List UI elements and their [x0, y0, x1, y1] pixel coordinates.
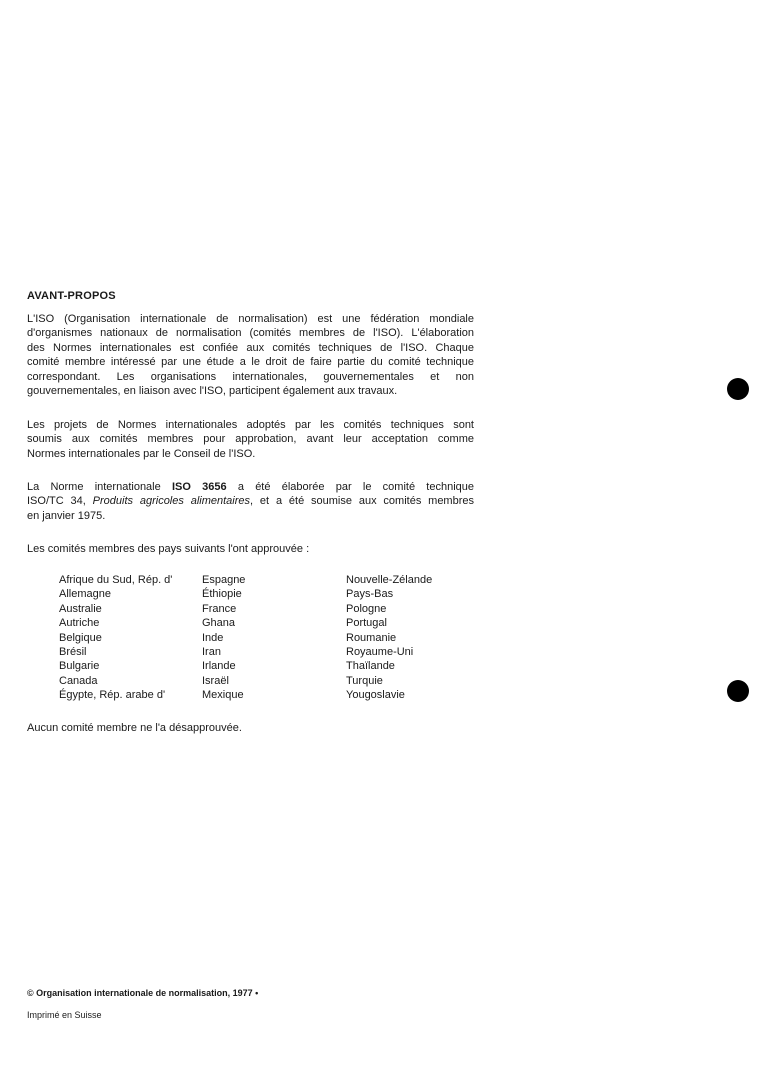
- committee-code: ISO/TC 34: [27, 495, 83, 508]
- paragraph-standard-origin: [27, 480, 474, 523]
- country-item: Inde: [202, 631, 224, 644]
- country-list-column-1: [59, 573, 172, 703]
- text-run: , et a été soumise aux comités membres: [250, 495, 474, 508]
- text-run: La Norme internationale: [27, 481, 172, 493]
- punch-hole-icon: [727, 378, 749, 400]
- country-item: Pologne: [346, 602, 387, 615]
- country-item: Espagne: [202, 574, 246, 586]
- country-item: Irlande: [202, 660, 236, 673]
- country-item: Thaïlande: [346, 660, 395, 673]
- paragraph-line: comité membre intéressé par une étude a le droit de faire partie du comité technique: [27, 356, 474, 369]
- country-item: Afrique du Sud, Rép. d': [59, 574, 173, 586]
- country-item: Canada: [59, 674, 98, 687]
- paragraph-line: soumis aux comités membres pour approbation, avant leur acceptation comme: [27, 433, 474, 446]
- country-list-column-2: [202, 573, 245, 703]
- paragraph-line: [27, 480, 474, 494]
- paragraph-line: d'organismes nationaux de normalisation (comités membres de l'ISO). L'élaboration: [27, 327, 474, 340]
- country-item: Roumanie: [346, 631, 397, 644]
- paragraph-line: des Normes internationales est confiée aux comités techniques de l'ISO. Chaque: [27, 341, 474, 354]
- committee-name: Produits agricoles alimentaires: [92, 495, 251, 508]
- country-item: Turquie: [346, 674, 383, 687]
- text-run: ,: [82, 495, 93, 508]
- paragraph-line: correspondant. Les organisations internationales, gouvernementales et non: [27, 370, 474, 383]
- country-item: Brésil: [59, 646, 87, 659]
- paragraph-line: gouvernementales, en liaison avec l'ISO, participent également aux travaux.: [27, 385, 398, 398]
- country-item: Portugal: [346, 617, 387, 630]
- paragraph-draft-standards: [27, 418, 474, 461]
- country-item: Israël: [202, 674, 229, 687]
- country-item: Nouvelle-Zélande: [346, 574, 433, 586]
- country-item: Égypte, Rép. arabe d': [59, 689, 166, 702]
- paragraph-line: L'ISO (Organisation internationale de normalisation) est une fédération mondiale: [27, 313, 474, 325]
- country-item: Autriche: [59, 617, 100, 630]
- printed-in-notice: Imprimé en Suisse: [27, 1010, 102, 1020]
- country-item: Allemagne: [59, 588, 111, 601]
- country-item: Mexique: [202, 689, 244, 702]
- paragraph-approval-intro: Les comités membres des pays suivants l'ont approuvée :: [27, 543, 310, 555]
- paragraph-no-disapproval: Aucun comité membre ne l'a désapprouvée.: [27, 722, 242, 734]
- paragraph-iso-description: [27, 312, 474, 398]
- standard-number: ISO 3656: [171, 481, 227, 493]
- country-item: Pays-Bas: [346, 588, 394, 601]
- paragraph-line: en janvier 1975.: [27, 509, 106, 522]
- punch-hole-icon: [727, 680, 749, 702]
- paragraph-line: Normes internationales par le Conseil de l'ISO.: [27, 447, 256, 460]
- country-item: Australie: [59, 602, 102, 615]
- country-item: Iran: [202, 646, 221, 659]
- text-run: a été élaborée par le comité technique: [226, 481, 474, 493]
- section-heading: AVANT-PROPOS: [27, 290, 116, 302]
- country-list-column-3: [346, 573, 432, 703]
- paragraph-line: [27, 494, 474, 508]
- country-item: Éthiopie: [202, 588, 242, 601]
- copyright-notice: © Organisation internationale de normalisation, 1977 •: [27, 988, 259, 998]
- country-item: Bulgarie: [59, 660, 100, 673]
- country-item: France: [202, 602, 237, 615]
- paragraph-line: Les projets de Normes internationales adoptés par les comités techniques sont: [27, 419, 474, 431]
- country-item: Belgique: [59, 631, 102, 644]
- country-item: Royaume-Uni: [346, 646, 414, 659]
- country-item: Ghana: [202, 617, 236, 630]
- country-item: Yougoslavie: [346, 689, 405, 702]
